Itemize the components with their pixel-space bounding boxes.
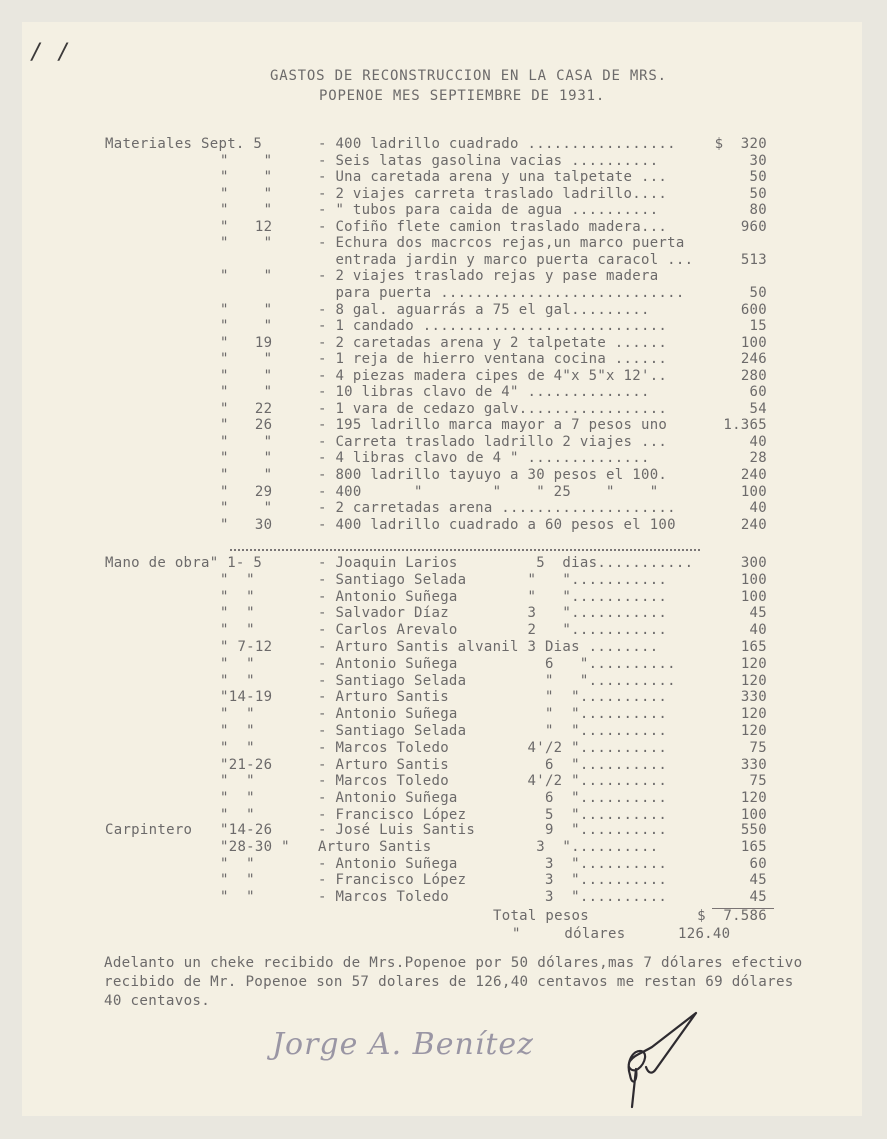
mano-row-date: " " (220, 790, 255, 807)
materiales-row-date: " 19 (220, 334, 273, 351)
materiales-row-description: - 8 gal. aguarrás a 75 el gal......... (318, 301, 650, 318)
mano-row-description: - Joaquin Larios 5 dias........... (318, 555, 694, 571)
signature: Jorge A. Benítez (272, 1027, 534, 1062)
materiales-row-date: " " (220, 500, 273, 517)
materiales-row-date: " " (220, 268, 273, 285)
mano-row-amount: 45 (749, 605, 767, 622)
mano-row-amount: 75 (749, 739, 767, 756)
margin-marks: / / (30, 40, 71, 65)
materiales-row-description: entrada jardin y marco puerta caracol ... (318, 251, 694, 268)
carpintero-row-date: " " (220, 889, 255, 906)
materiales-row-description: - 195 ladrillo marca mayor a 7 pesos uno (318, 417, 668, 434)
materiales-row-date: " " (220, 169, 273, 186)
mano-row-amount: 40 (749, 622, 767, 639)
materiales-row-description: - 1 reja de hierro ventana cocina ...... (318, 351, 668, 368)
materiales-row-description: - Cofiño flete camion traslado madera... (318, 218, 668, 235)
materiales-row-description: - 2 carretadas arena .................... (318, 500, 676, 517)
materiales-row-description: - 400 ladrillo cuadrado a 60 pesos el 100 (318, 516, 676, 533)
materiales-row-amount: 100 (740, 334, 767, 351)
mano-row-description: - Antonio Suñega 6 ".......... (318, 790, 668, 807)
materiales-row-date: " " (220, 467, 273, 483)
materiales-row-date: " " (220, 318, 273, 335)
materiales-row-description: - 400 ladrillo cuadrado ................. (318, 136, 676, 152)
mano-row-date: " " (220, 571, 255, 588)
mano-row-description: - Arturo Santis alvanil 3 Dias ........ (318, 639, 659, 655)
mano-row-amount: 120 (740, 723, 767, 739)
total-pesos-value: $ 7.586 (697, 908, 767, 924)
materiales-row-description: - 2 viajes carreta traslado ladrillo.... (318, 185, 668, 202)
materiales-row-amount: 1.365 (723, 417, 767, 434)
materiales-row-amount: 246 (740, 351, 767, 368)
materiales-row-date: " 12 (220, 218, 273, 235)
mano-row-amount: 300 (740, 555, 767, 571)
mano-row-description: - Carlos Arevalo 2 "........... (318, 622, 668, 639)
materiales-row-amount: 50 (749, 169, 767, 186)
materiales-row-amount: 280 (740, 367, 767, 384)
mano-row-date: " " (220, 807, 255, 823)
mano-row-date: " " (220, 655, 255, 672)
mano-row-date: " " (220, 672, 255, 689)
mano-row-amount: 120 (740, 706, 767, 723)
materiales-row-description: - 4 piezas madera cipes de 4"x 5"x 12'.. (318, 367, 668, 384)
materiales-row-amount: 240 (740, 516, 767, 533)
mano-row-description: - Santiago Selada " ".......... (318, 672, 676, 689)
materiales-row-amount: 240 (740, 467, 767, 483)
mano-row-amount: 100 (740, 807, 767, 823)
mano-row-amount: 75 (749, 773, 767, 790)
materiales-row-description: - 2 caretadas arena y 2 talpetate ...... (318, 334, 668, 351)
materiales-row-amount: 960 (740, 218, 767, 235)
materiales-row-amount: 30 (749, 152, 767, 169)
mano-row-amount: 120 (740, 672, 767, 689)
mano-row-date: "14-19 (220, 689, 273, 706)
carpintero-row-date: "28-30 " (220, 838, 290, 855)
materiales-row-amount: 54 (749, 400, 767, 417)
materiales-row-amount: 60 (749, 384, 767, 401)
mano-row-description: - Antonio Suñega " "........... (318, 588, 668, 605)
materiales-row-date: " " (220, 367, 273, 384)
carpintero-row-date: "14-26 (220, 822, 273, 838)
carpintero-row-description: Arturo Santis 3 ".......... (318, 838, 659, 855)
total-pesos-label: Total pesos (493, 908, 590, 924)
materiales-row-description: - 10 libras clavo de 4" .............. (318, 384, 650, 401)
materiales-row-description: - 1 candado ............................ (318, 318, 668, 335)
materiales-row-description: - " tubos para caida de agua .......... (318, 202, 659, 219)
mano-row-description: - Salvador Díaz 3 "........... (318, 605, 668, 622)
title-line-1: GASTOS DE RECONSTRUCCION EN LA CASA DE MRS. (270, 68, 667, 84)
carpintero-row-date: " " (220, 855, 255, 872)
mano-de-obra-label: Mano de obra" 1- 5 (105, 555, 263, 571)
materiales-row-date: " " (220, 152, 273, 169)
materiales-row-description: - Echura dos macrcos rejas,un marco puerta (318, 235, 685, 252)
advance-note: Adelanto un cheke recibido de Mrs.Popenoe por 50 dólares,mas 7 dólares efectivo recibido de Mr. Popenoe son 57 dolares de 126,40 centavos me restan 69 dólares 40 centavos. (104, 955, 803, 1009)
signature-flourish (612, 1007, 702, 1117)
materiales-row-amount: 600 (740, 301, 767, 318)
mano-row-amount: 330 (740, 756, 767, 773)
document-page (22, 22, 862, 1116)
materiales-row-amount: 80 (749, 202, 767, 219)
materiales-row-description: - 800 ladrillo tayuyo a 30 pesos el 100. (318, 467, 668, 483)
materiales-row-date: " " (220, 202, 273, 219)
carpintero-row-description: - Antonio Suñega 3 ".......... (318, 855, 668, 872)
carpintero-row-amount: 550 (740, 822, 767, 838)
materiales-row-amount: $ 320 (714, 136, 767, 152)
materiales-row-amount: 40 (749, 433, 767, 450)
materiales-row-description: para puerta ............................ (318, 284, 685, 301)
materiales-row-description: - 400 " " " 25 " " (318, 483, 659, 500)
mano-row-date: " " (220, 773, 255, 790)
materiales-row-date: " " (220, 433, 273, 450)
mano-row-amount: 100 (740, 588, 767, 605)
carpintero-row-description: - Francisco López 3 ".......... (318, 872, 668, 889)
title-line-2: POPENOE MES SEPTIEMBRE DE 1931. (319, 88, 606, 104)
materiales-row-description: - Carreta traslado ladrillo 2 viajes ... (318, 433, 668, 450)
materiales-row-date: " " (220, 351, 273, 368)
carpintero-row-amount: 45 (749, 889, 767, 906)
carpintero-row-amount: 60 (749, 855, 767, 872)
mano-row-description: - Francisco López 5 ".......... (318, 807, 668, 823)
materiales-row-amount: 100 (740, 483, 767, 500)
total-dollars-label: " dólares (512, 926, 626, 942)
materiales-row-amount: 15 (749, 318, 767, 335)
mano-row-description: - Arturo Santis " ".......... (318, 689, 668, 706)
carpintero-row-amount: 45 (749, 872, 767, 889)
mano-row-description: - Santiago Selada " ".......... (318, 723, 668, 739)
materiales-row-date: " 29 (220, 483, 273, 500)
materiales-label: Materiales Sept. 5 (105, 136, 263, 152)
materiales-row-description: - Una caretada arena y una talpetate ... (318, 169, 668, 186)
mano-row-description: - Marcos Toledo 4'/2 ".......... (318, 739, 668, 756)
materiales-row-amount: 513 (740, 251, 767, 268)
mano-row-date: " " (220, 588, 255, 605)
mano-row-description: - Marcos Toledo 4'/2 ".......... (318, 773, 668, 790)
mano-row-date: " " (220, 706, 255, 723)
materiales-row-date: " 26 (220, 417, 273, 434)
mano-row-amount: 120 (740, 790, 767, 807)
materiales-row-description: - Seis latas gasolina vacias .......... (318, 152, 659, 169)
mano-row-date: " " (220, 723, 255, 739)
mano-row-date: " 7-12 (220, 639, 273, 655)
mano-row-description: - Antonio Suñega 6 ".......... (318, 655, 676, 672)
carpintero-label: Carpintero (105, 822, 193, 838)
carpintero-row-description: - José Luis Santis 9 ".......... (318, 822, 668, 838)
materiales-row-date: " " (220, 301, 273, 318)
carpintero-row-date: " " (220, 872, 255, 889)
materiales-row-amount: 28 (749, 450, 767, 467)
materiales-row-description: - 4 libras clavo de 4 " .............. (318, 450, 650, 467)
mano-row-description: - Antonio Suñega " ".......... (318, 706, 668, 723)
mano-row-date: " " (220, 739, 255, 756)
carpintero-row-description: - Marcos Toledo 3 ".......... (318, 889, 668, 906)
mano-row-description: - Santiago Selada " "........... (318, 571, 668, 588)
materiales-row-amount: 50 (749, 185, 767, 202)
mano-row-amount: 120 (740, 655, 767, 672)
materiales-row-date: " " (220, 235, 273, 252)
materiales-row-date: " 22 (220, 400, 273, 417)
materiales-row-description: - 1 vara de cedazo galv................. (318, 400, 668, 417)
mano-row-date: " " (220, 605, 255, 622)
materiales-row-date: " " (220, 450, 273, 467)
carpintero-row-amount: 165 (740, 838, 767, 855)
materiales-row-date: " " (220, 185, 273, 202)
materiales-row-description: - 2 viajes traslado rejas y pase madera (318, 268, 659, 285)
materiales-row-amount: 50 (749, 284, 767, 301)
mano-row-date: "21-26 (220, 756, 273, 773)
total-dollars-value: 126.40 (678, 926, 731, 942)
section-separator (230, 549, 700, 551)
mano-row-description: - Arturo Santis 6 ".......... (318, 756, 668, 773)
materiales-row-date: " 30 (220, 516, 273, 533)
materiales-row-amount: 40 (749, 500, 767, 517)
mano-row-date: " " (220, 622, 255, 639)
mano-row-amount: 100 (740, 571, 767, 588)
materiales-row-date: " " (220, 384, 273, 401)
mano-row-amount: 165 (740, 639, 767, 655)
mano-row-amount: 330 (740, 689, 767, 706)
